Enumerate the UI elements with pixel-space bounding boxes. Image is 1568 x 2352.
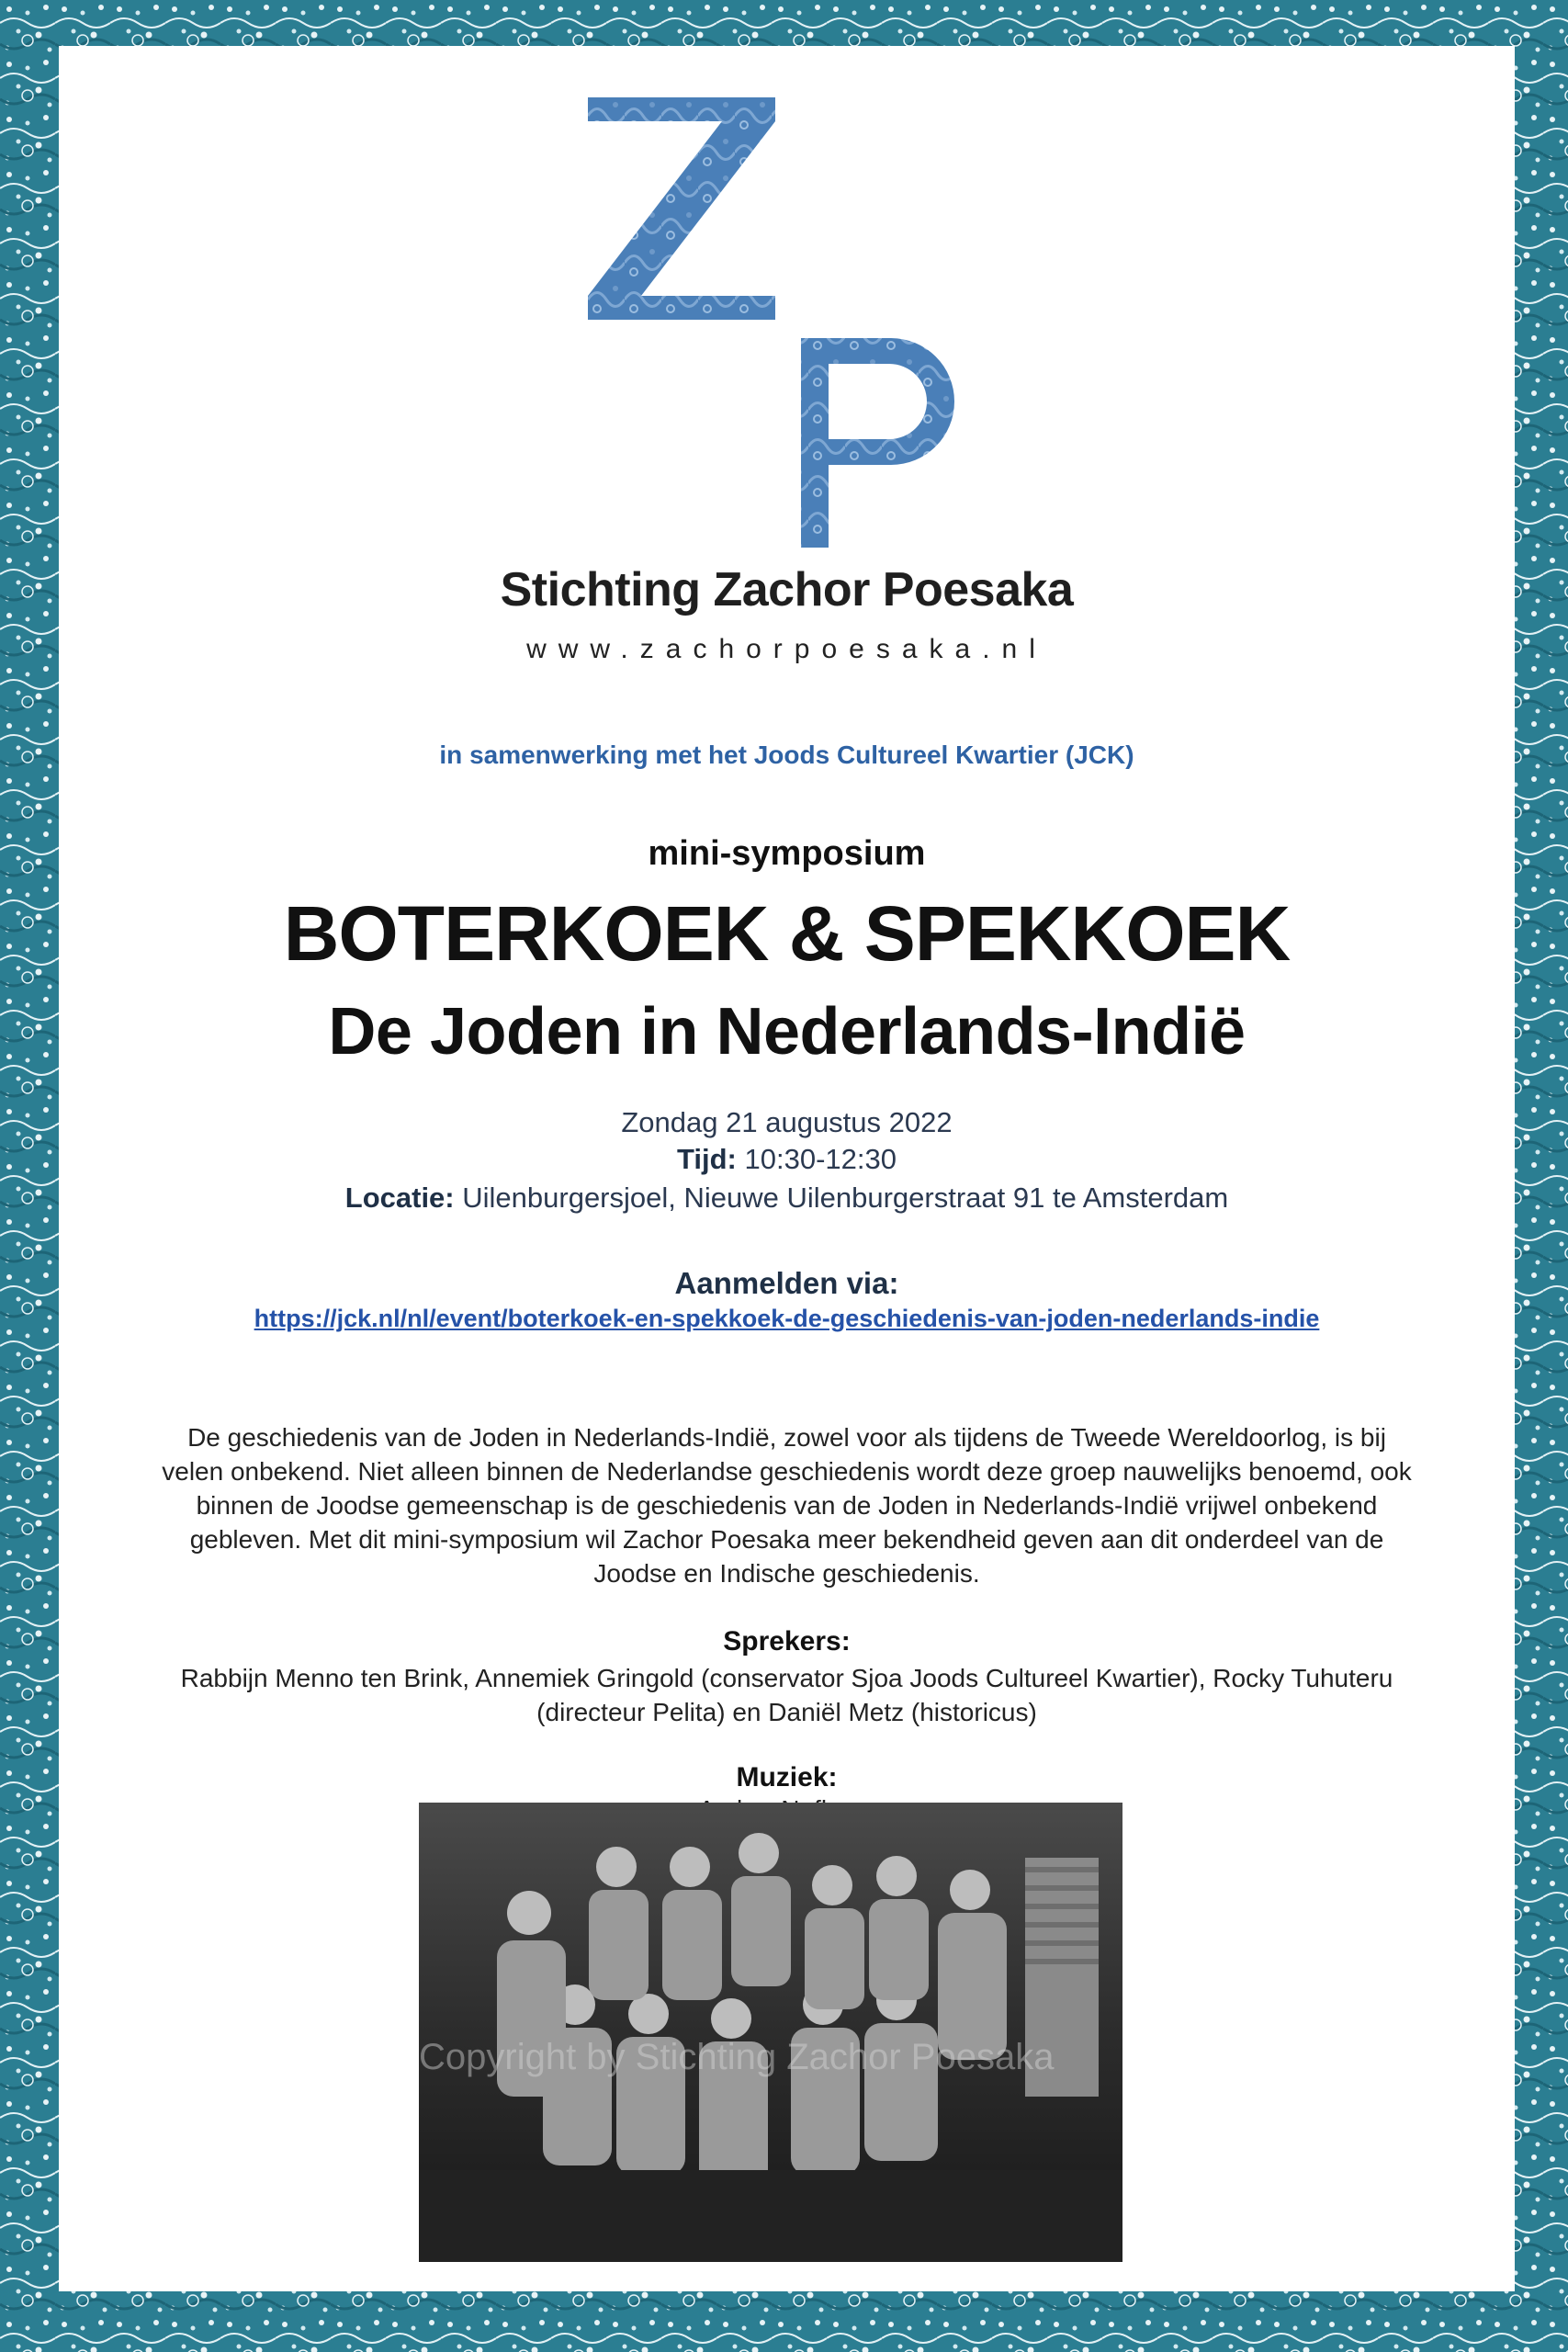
event-kind: mini-symposium	[648, 834, 926, 873]
speakers-label: Sprekers:	[723, 1626, 851, 1657]
poster-sheet	[59, 46, 1515, 2291]
event-location	[59, 1182, 1515, 1215]
location-value: Uilenburgersjoel, Nieuwe Uilenburgerstraat 91 te Amsterdam	[462, 1182, 1229, 1214]
event-subtitle: De Joden in Nederlands-Indië	[328, 995, 1246, 1069]
zp-logo	[588, 97, 992, 548]
registration-link[interactable]: https://jck.nl/nl/event/boterkoek-en-spekkoek-de-geschiedenis-van-joden-nederlands-indie	[254, 1305, 1320, 1332]
event-date: Zondag 21 augustus 2022	[621, 1106, 953, 1138]
photo-watermark: Copyright by Stichting Zachor Poesaka	[419, 2037, 1055, 2077]
time-label: Tijd:	[677, 1143, 737, 1175]
organization-name: Stichting Zachor Poesaka	[500, 563, 1074, 616]
collaboration-line: in samenwerking met het Joods Cultureel Kwartier (JCK)	[439, 741, 1134, 769]
event-description: De geschiedenis van de Joden in Nederlands-Indië, zowel voor als tijdens de Tweede Wereldoorlog, is bij velen onbekend. Niet alleen binnen de Nederlandse geschiedenis wordt deze groep nauwelijks benoemd, ook binnen de Joodse gemeenschap is de geschiedenis van de Joden in Nederlands-Indië vrijwel onbekend gebleven. Met dit mini-symposium wil Zachor Poesaka meer bekendheid geven aan dit onderdeel van de Joodse en Indische geschiedenis.	[162, 1423, 1412, 1588]
registration-label: Aanmelden via:	[674, 1266, 899, 1300]
music-label: Muziek:	[736, 1762, 838, 1792]
time-value: 10:30-12:30	[744, 1143, 897, 1175]
organization-url: www.zachorpoesaka.nl	[526, 634, 1047, 664]
speakers-text: Rabbijn Menno ten Brink, Annemiek Gringold (conservator Sjoa Joods Cultureel Kwartier), Rocky Tuhuteru (directeur Pelita) en Daniël Metz (historicus)	[180, 1664, 1393, 1726]
event-title: BOTERKOEK & SPEKKOEK	[283, 890, 1291, 977]
event-time	[59, 1143, 1515, 1176]
location-label: Locatie:	[344, 1182, 455, 1214]
historical-group-photo	[419, 1803, 1122, 2262]
